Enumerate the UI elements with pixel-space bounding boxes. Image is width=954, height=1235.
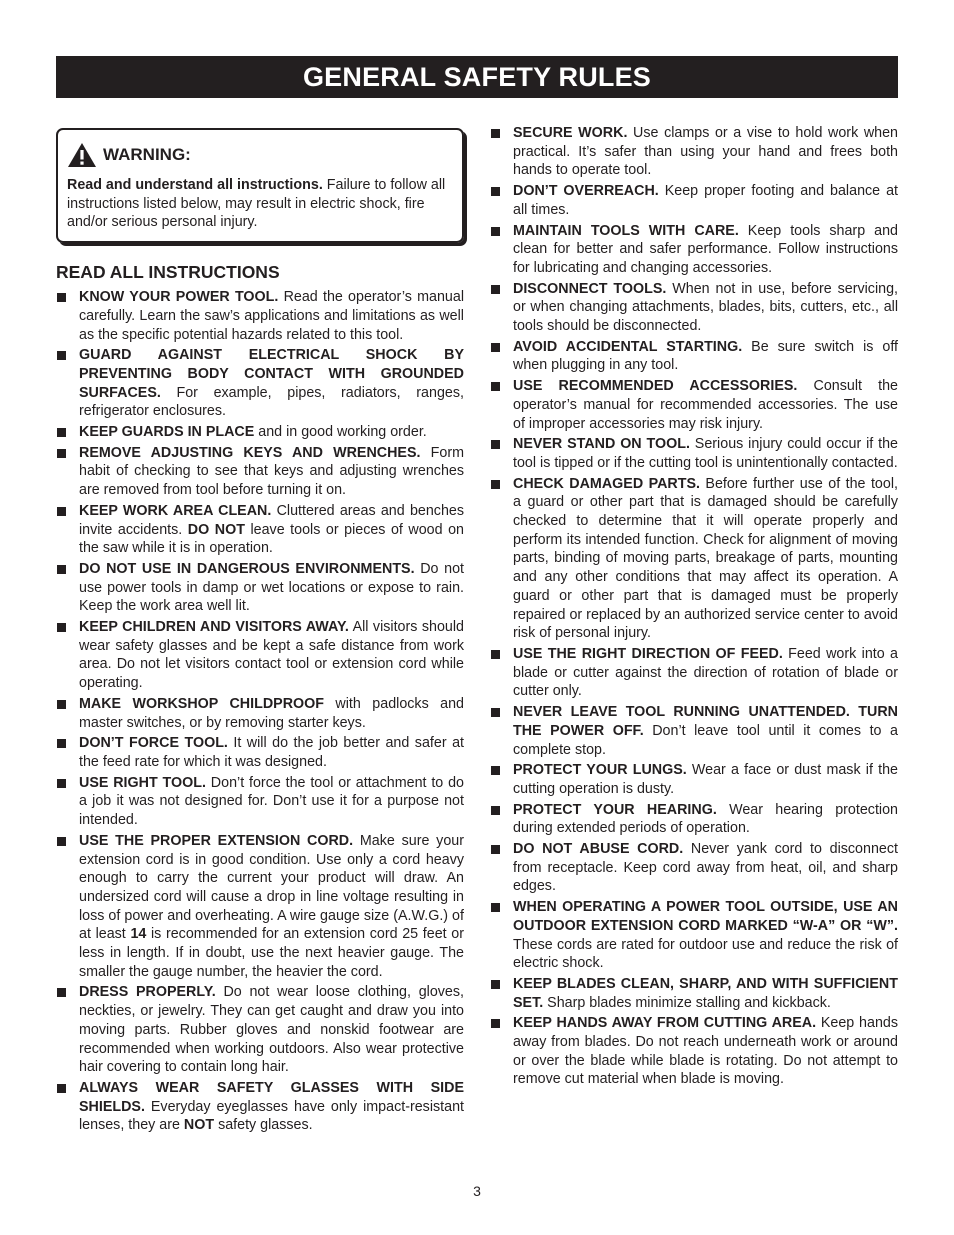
rule-lead: DO NOT ABUSE CORD. — [513, 841, 684, 858]
rule-lead: GUARD AGAINST ELECTRICAL SHOCK BY PREVENTING BODY CONTACT WITH GROUNDED SURFACES. — [79, 347, 464, 401]
rule-lead: KEEP CHILDREN AND VISITORS AWAY. — [79, 619, 349, 636]
rule-text: Don’t force the tool or attachment to do a job it was not designed for. Don’t use it for a purpose not intended. — [79, 774, 464, 829]
rule-text: and in good working order. — [254, 424, 427, 441]
rule-item — [490, 338, 898, 375]
square-bullet-icon — [57, 351, 66, 360]
square-bullet-icon — [491, 845, 500, 854]
rule-lead: NEVER LEAVE TOOL RUNNING UNATTENDED. TURN THE POWER OFF. — [513, 704, 898, 739]
rule-item — [490, 898, 898, 973]
rule-item — [490, 280, 898, 336]
rule-lead: PROTECT YOUR HEARING. — [513, 801, 717, 818]
rule-item — [56, 346, 464, 421]
square-bullet-icon — [491, 480, 500, 489]
left-column — [56, 128, 464, 1137]
rule-text: For example, pipes, radiators, ranges, refrigerator enclosures. — [79, 384, 464, 420]
rule-lead: MAKE WORKSHOP CHILDPROOF — [79, 695, 324, 712]
rule-lead: USE THE RIGHT DIRECTION OF FEED. — [513, 645, 783, 662]
rule-text: Keep tools sharp and clean for better and safer performance. Follow instructions for lubricating and changing accessories. — [513, 222, 898, 276]
rule-lead: REMOVE ADJUSTING KEYS AND WRENCHES. — [79, 444, 421, 461]
rule-item — [490, 761, 898, 798]
rule-item — [56, 695, 464, 732]
warning-header — [67, 142, 452, 168]
square-bullet-icon — [57, 700, 66, 709]
right-column — [490, 124, 898, 1091]
square-bullet-icon — [491, 903, 500, 912]
rule-lead: USE RECOMMENDED ACCESSORIES. — [513, 378, 798, 395]
rule-lead: USE THE PROPER EXTENSION CORD. — [79, 832, 354, 849]
rule-text-continued: safety glasses. — [214, 1117, 313, 1134]
rule-text: Read the operator’s manual carefully. Learn the saw’s applications and limitations as well as the specific potential hazards related to this tool. — [79, 289, 464, 343]
square-bullet-icon — [57, 779, 66, 788]
rule-text: Before further use of the tool, a guard or other part that is damaged should be carefully checked to determine that it will operate properly and perform its intended function. Check for alignment of moving parts, binding of moving parts, breakage of parts, mounting and any other conditions that may affect its operation. A guard or other part that is damaged must be properly repaired or replaced by an authorized service center to avoid risk of personal injury. — [513, 475, 898, 642]
rule-item — [490, 377, 898, 433]
warning-lead: Read and understand all instructions. — [67, 177, 323, 193]
page-title: GENERAL SAFETY RULES — [56, 56, 898, 98]
rule-item — [56, 832, 464, 982]
rule-text: Consult the operator’s manual for recommended accessories. The use of improper accessories may risk injury. — [513, 378, 899, 432]
rule-text: Form habit of checking to see that keys and adjusting wrenches are removed from tool before turning it on. — [79, 444, 465, 499]
square-bullet-icon — [57, 623, 66, 632]
rule-text: Wear a face or dust mask if the cutting operation is dusty. — [513, 762, 898, 797]
square-bullet-icon — [57, 739, 66, 748]
rule-item — [490, 1014, 898, 1089]
rule-lead: ALWAYS WEAR SAFETY GLASSES WITH SIDE SHIELDS. — [79, 1079, 464, 1115]
rule-lead: USE RIGHT TOOL. — [79, 774, 206, 791]
rule-lead: WHEN OPERATING A POWER TOOL OUTSIDE, USE AN OUTDOOR EXTENSION CORD MARKED “W-A” OR “W”. — [513, 899, 898, 934]
square-bullet-icon — [491, 187, 500, 196]
rule-lead: KNOW YOUR POWER TOOL. — [79, 289, 279, 306]
rule-item — [490, 182, 898, 219]
rule-lead: NEVER STAND ON TOOL. — [513, 436, 690, 453]
rule-lead: PROTECT YOUR LUNGS. — [513, 762, 687, 779]
rule-lead: CHECK DAMAGED PARTS. — [513, 475, 700, 492]
warning-box — [56, 128, 464, 243]
square-bullet-icon — [491, 285, 500, 294]
square-bullet-icon — [491, 440, 500, 449]
square-bullet-icon — [491, 1019, 500, 1028]
square-bullet-icon — [491, 382, 500, 391]
rule-item — [490, 124, 898, 180]
rule-item — [490, 840, 898, 896]
rule-text: Use clamps or a vise to hold work when practical. It’s safer than using your hand and frees both hands to operate tool. — [513, 125, 898, 179]
rule-item — [490, 475, 898, 643]
rule-text: Do not wear loose clothing, gloves, neckties, or jewelry. They can get caught and draw you into moving parts. Rubber gloves and nonskid footwear are recommended when working outdoors. Also wear protective hair covering to contain long hair. — [79, 984, 464, 1076]
rule-text: with padlocks and master switches, or by removing starter keys. — [79, 695, 464, 731]
square-bullet-icon — [491, 343, 500, 352]
rule-item — [56, 734, 464, 771]
rule-lead: DISCONNECT TOOLS. — [513, 280, 667, 297]
rule-item — [56, 423, 464, 442]
rule-text: Feed work into a blade or cutter against the direction of rotation of blade or cutter only. — [513, 645, 898, 700]
warning-label: WARNING: — [103, 144, 191, 164]
rule-text: All visitors should wear safety glasses and be kept a safe distance from work area. Do not let visitors contact tool or extension cord while operating. — [79, 619, 464, 692]
rule-lead: SECURE WORK. — [513, 125, 628, 141]
rule-text-continued: leave tools or pieces of wood on the saw while it is in operation. — [79, 521, 464, 557]
square-bullet-icon — [57, 428, 66, 437]
square-bullet-icon — [57, 507, 66, 516]
rule-text: When not in use, before servicing, or when changing attachments, blades, bits, cutters, etc., all tools should be disconnected. — [513, 280, 898, 335]
rule-item — [490, 975, 898, 1012]
square-bullet-icon — [491, 806, 500, 815]
rule-lead: KEEP HANDS AWAY FROM CUTTING AREA. — [513, 1015, 817, 1032]
square-bullet-icon — [57, 988, 66, 997]
rule-lead: KEEP BLADES CLEAN, SHARP, AND WITH SUFFICIENT SET. — [513, 975, 898, 1011]
rule-item — [490, 801, 898, 838]
warning-body: Failure to follow all instructions listed below, may result in electric shock, fire and/or serious personal injury. — [67, 177, 446, 231]
section-heading: READ ALL INSTRUCTIONS — [56, 262, 280, 283]
rule-text: Do not use power tools in damp or wet locations or expose to rain. Keep the work area well lit. — [79, 560, 464, 615]
rule-item — [56, 502, 464, 558]
rule-item — [490, 645, 898, 701]
rule-item — [56, 983, 464, 1077]
rule-text: Serious injury could occur if the tool is tipped or if the cutting tool is unintentionally contacted. — [513, 436, 898, 471]
right-rules-list — [490, 124, 898, 1089]
square-bullet-icon — [57, 565, 66, 574]
rule-text: It will do the job better and safer at the feed rate for which it was designed. — [79, 735, 464, 770]
rule-text-continued: is recommended for an extension cord 25 feet or less in length. If in doubt, use the next heavier gauge. The smaller the gauge number, the heavier the cord. — [79, 926, 464, 980]
square-bullet-icon — [57, 1084, 66, 1093]
rule-text: Be sure switch is off when plugging in any tool. — [513, 338, 899, 374]
rule-text: Make sure your extension cord is in good condition. Use only a cord heavy enough to carry the current your product will draw. An undersized cord will cause a drop in line voltage resulting in loss of power and overheating. A wire gauge size (A.W.G.) of at least — [79, 832, 464, 943]
warning-triangle-icon — [67, 142, 97, 168]
square-bullet-icon — [57, 449, 66, 458]
square-bullet-icon — [491, 129, 500, 138]
rule-item — [56, 560, 464, 616]
square-bullet-icon — [491, 227, 500, 236]
rule-lead: KEEP WORK AREA CLEAN. — [79, 502, 272, 519]
square-bullet-icon — [491, 650, 500, 659]
rule-item — [490, 703, 898, 759]
rule-item — [490, 435, 898, 472]
rule-text: Wear hearing protection during extended periods of operation. — [513, 801, 899, 837]
rule-lead: DON’T OVERREACH. — [513, 183, 659, 200]
rule-text: Cluttered areas and benches invite accidents. — [79, 502, 464, 538]
rule-lead: MAINTAIN TOOLS WITH CARE. — [513, 222, 739, 239]
square-bullet-icon — [57, 293, 66, 302]
rule-text: Keep proper footing and balance at all times. — [513, 183, 898, 218]
rule-item — [56, 1079, 464, 1135]
rule-emphasis: NOT — [183, 1117, 215, 1134]
rule-text: Sharp blades minimize stalling and kickback. — [543, 994, 831, 1011]
rule-text: Don’t leave tool until it comes to a complete stop. — [513, 722, 898, 758]
rule-lead: AVOID ACCIDENTAL STARTING. — [513, 338, 743, 355]
rule-text: These cords are rated for outdoor use and reduce the risk of electric shock. — [513, 936, 898, 972]
square-bullet-icon — [491, 980, 500, 989]
rule-emphasis: 14 — [130, 926, 147, 943]
square-bullet-icon — [57, 837, 66, 846]
rule-item — [56, 288, 464, 344]
rule-emphasis: DO NOT — [187, 521, 245, 538]
rule-lead: DON’T FORCE TOOL. — [79, 735, 228, 752]
rule-item — [490, 222, 898, 278]
rule-lead: DO NOT USE IN DANGEROUS ENVIRONMENTS. — [79, 560, 415, 577]
square-bullet-icon — [491, 708, 500, 717]
rule-item — [56, 618, 464, 693]
warning-text — [67, 176, 452, 232]
page-number: 3 — [473, 1183, 481, 1199]
rule-text: Never yank cord to disconnect from receptacle. Keep cord away from heat, oil, and sharp edges. — [513, 841, 898, 895]
rule-item — [56, 774, 464, 830]
rule-text: Keep hands away from blades. Do not reach underneath work or around or over the blade while blade is rotating. Do not attempt to remove cut material when blade is moving. — [513, 1015, 898, 1088]
square-bullet-icon — [491, 766, 500, 775]
rule-lead: DRESS PROPERLY. — [79, 984, 216, 1001]
rule-lead: KEEP GUARDS IN PLACE — [79, 424, 255, 441]
rule-item — [56, 444, 464, 500]
rule-text: Everyday eyeglasses have only impact-resistant lenses, they are — [79, 1098, 464, 1134]
left-rules-list — [56, 288, 464, 1135]
